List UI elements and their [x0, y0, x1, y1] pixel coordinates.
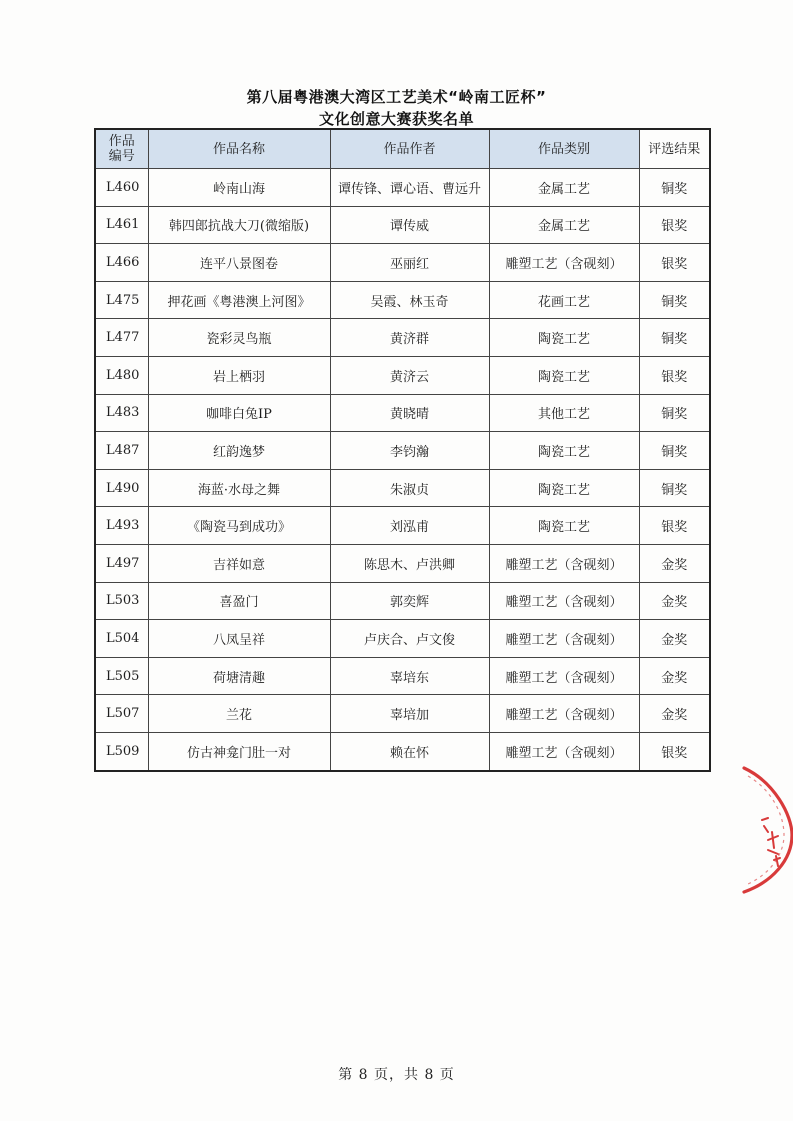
cell-work-name: 红韵逸梦 — [148, 432, 330, 470]
cell-work-id: L477 — [95, 319, 148, 357]
table-row — [95, 469, 710, 507]
cell-work-name: 仿古神龛门肚一对 — [148, 732, 330, 770]
cell-work-id: L505 — [95, 657, 148, 695]
cell-work-name: 八凤呈祥 — [148, 620, 330, 658]
cell-work-author: 巫丽红 — [330, 244, 489, 282]
header-work-name: 作品名称 — [148, 129, 330, 169]
cell-work-author: 辜培东 — [330, 657, 489, 695]
cell-work-name: 咖啡白兔IP — [148, 394, 330, 432]
table-row — [95, 582, 710, 620]
cell-work-author: 谭传威 — [330, 206, 489, 244]
cell-work-name: 吉祥如意 — [148, 544, 330, 582]
cell-work-author: 辜培加 — [330, 695, 489, 733]
table-row — [95, 394, 710, 432]
cell-work-id: L466 — [95, 244, 148, 282]
cell-work-category: 花画工艺 — [489, 281, 639, 319]
table-row — [95, 695, 710, 733]
awards-table — [94, 128, 711, 772]
cell-work-name: 瓷彩灵鸟瓶 — [148, 319, 330, 357]
document-title-line1: 第八届粤港澳大湾区工艺美术“岭南工匠杯” — [246, 88, 547, 106]
cell-work-author: 陈思木、卢洪卿 — [330, 544, 489, 582]
cell-result: 银奖 — [639, 356, 710, 394]
cell-work-category: 雕塑工艺（含砚刻） — [489, 657, 639, 695]
table-row — [95, 732, 710, 770]
cell-work-category: 其他工艺 — [489, 394, 639, 432]
official-seal-stamp — [722, 760, 793, 900]
cell-result: 金奖 — [639, 620, 710, 658]
cell-work-id: L461 — [95, 206, 148, 244]
cell-work-category: 雕塑工艺（含砚刻） — [489, 732, 639, 770]
table-row — [95, 544, 710, 582]
header-work-category: 作品类别 — [489, 129, 639, 169]
cell-work-author: 朱淑贞 — [330, 469, 489, 507]
table-row — [95, 507, 710, 545]
cell-work-author: 刘泓甫 — [330, 507, 489, 545]
cell-work-category: 金属工艺 — [489, 206, 639, 244]
cell-result: 银奖 — [639, 206, 710, 244]
cell-work-id: L490 — [95, 469, 148, 507]
cell-result: 金奖 — [639, 657, 710, 695]
cell-work-id: L483 — [95, 394, 148, 432]
cell-work-category: 陶瓷工艺 — [489, 469, 639, 507]
cell-work-category: 雕塑工艺（含砚刻） — [489, 582, 639, 620]
cell-work-category: 雕塑工艺（含砚刻） — [489, 244, 639, 282]
cell-work-category: 雕塑工艺（含砚刻） — [489, 695, 639, 733]
cell-result: 铜奖 — [639, 319, 710, 357]
cell-work-author: 黄济群 — [330, 319, 489, 357]
cell-work-author: 黄济云 — [330, 356, 489, 394]
header-work-author: 作品作者 — [330, 129, 489, 169]
cell-result: 铜奖 — [639, 469, 710, 507]
table-row — [95, 244, 710, 282]
cell-work-name: 岭南山海 — [148, 169, 330, 207]
header-work-id — [95, 129, 148, 169]
cell-work-author: 李钧瀚 — [330, 432, 489, 470]
cell-work-name: 岩上栖羽 — [148, 356, 330, 394]
cell-work-category: 陶瓷工艺 — [489, 356, 639, 394]
table-row — [95, 657, 710, 695]
cell-work-author: 黄晓晴 — [330, 394, 489, 432]
cell-work-category: 雕塑工艺（含砚刻） — [489, 620, 639, 658]
cell-work-name: 连平八景图卷 — [148, 244, 330, 282]
cell-result: 金奖 — [639, 695, 710, 733]
cell-work-category: 雕塑工艺（含砚刻） — [489, 544, 639, 582]
cell-result: 铜奖 — [639, 169, 710, 207]
cell-work-author: 谭传锋、谭心语、曹远升 — [330, 169, 489, 207]
cell-result: 银奖 — [639, 732, 710, 770]
cell-work-category: 金属工艺 — [489, 169, 639, 207]
cell-work-category: 陶瓷工艺 — [489, 319, 639, 357]
seal-mark-3 — [774, 856, 780, 866]
cell-result: 铜奖 — [639, 394, 710, 432]
cell-result: 铜奖 — [639, 281, 710, 319]
cell-work-category: 陶瓷工艺 — [489, 432, 639, 470]
table-row — [95, 620, 710, 658]
cell-result: 银奖 — [639, 244, 710, 282]
table-row — [95, 432, 710, 470]
cell-result: 金奖 — [639, 582, 710, 620]
cell-work-name: 海蓝·水母之舞 — [148, 469, 330, 507]
cell-work-id: L497 — [95, 544, 148, 582]
cell-work-id: L480 — [95, 356, 148, 394]
table-row — [95, 356, 710, 394]
table-row — [95, 169, 710, 207]
header-result: 评选结果 — [639, 129, 710, 169]
table-row — [95, 319, 710, 357]
cell-work-name: 《陶瓷马到成功》 — [148, 507, 330, 545]
awards-table-body — [95, 169, 710, 771]
cell-result: 铜奖 — [639, 432, 710, 470]
seal-mark-1 — [762, 818, 768, 832]
cell-work-category: 陶瓷工艺 — [489, 507, 639, 545]
cell-work-id: L509 — [95, 732, 148, 770]
cell-work-author: 赖在怀 — [330, 732, 489, 770]
header-work-id-label: 作品 编号 — [108, 134, 135, 164]
cell-work-id: L504 — [95, 620, 148, 658]
document-title-line2: 文化创意大赛获奖名单 — [318, 110, 474, 128]
cell-work-id: L475 — [95, 281, 148, 319]
table-header-row — [95, 129, 710, 169]
cell-work-name: 荷塘清趣 — [148, 657, 330, 695]
table-row — [95, 206, 710, 244]
cell-work-id: L487 — [95, 432, 148, 470]
cell-work-id: L507 — [95, 695, 148, 733]
cell-work-author: 卢庆合、卢文俊 — [330, 620, 489, 658]
seal-arc — [744, 768, 792, 892]
cell-result: 银奖 — [639, 507, 710, 545]
table-row — [95, 281, 710, 319]
cell-work-name: 押花画《粤港澳上河图》 — [148, 281, 330, 319]
cell-work-author: 吴霞、林玉奇 — [330, 281, 489, 319]
cell-work-id: L460 — [95, 169, 148, 207]
seal-mark-2 — [768, 832, 778, 854]
cell-work-id: L503 — [95, 582, 148, 620]
cell-result: 金奖 — [639, 544, 710, 582]
cell-work-name: 喜盈门 — [148, 582, 330, 620]
cell-work-name: 兰花 — [148, 695, 330, 733]
cell-work-id: L493 — [95, 507, 148, 545]
page-footer: 第 8 页，共 8 页 — [338, 1067, 455, 1083]
cell-work-author: 郭奕辉 — [330, 582, 489, 620]
cell-work-name: 韩四郎抗战大刀(微缩版) — [148, 206, 330, 244]
